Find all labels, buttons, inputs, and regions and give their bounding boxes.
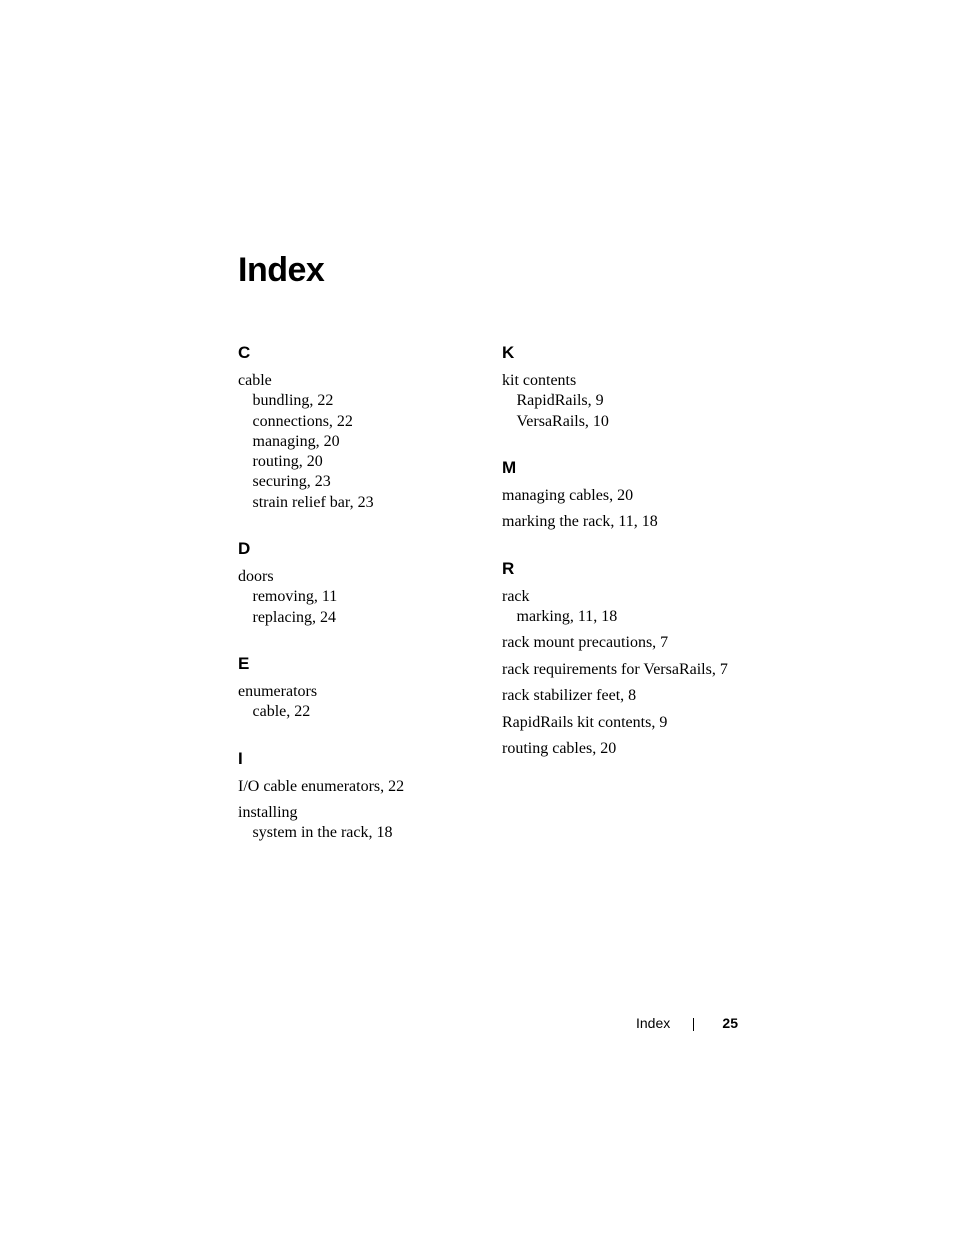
index-column-right <box>502 343 762 786</box>
entry-list <box>238 371 488 513</box>
index-subentry: strain relief bar, 23 <box>252 493 374 511</box>
section-letter: M <box>502 457 517 477</box>
footer-section-label: Index <box>636 1015 671 1031</box>
index-entry: rack stabilizer feet, 8 <box>502 687 637 705</box>
entry-list <box>502 486 762 533</box>
index-subentry: connections, 22 <box>252 412 353 430</box>
page-number: 25 <box>722 1015 738 1031</box>
entry-list <box>238 567 488 628</box>
index-entry: marking the rack, 11, 18 <box>502 513 658 531</box>
index-subentry: bundling, 22 <box>252 392 334 410</box>
index-section-d <box>238 539 488 628</box>
index-subentry: marking, 11, 18 <box>516 607 618 625</box>
index-subentry: system in the rack, 18 <box>252 824 393 842</box>
index-subentry: routing, 20 <box>252 453 323 471</box>
index-section-i <box>238 749 488 844</box>
index-section-m <box>502 458 762 533</box>
section-letter: E <box>238 653 250 673</box>
section-letter: D <box>238 539 251 559</box>
index-entry: I/O cable enumerators, 22 <box>238 777 405 795</box>
page-footer <box>636 1015 738 1035</box>
index-subentry: managing, 20 <box>252 432 340 450</box>
index-entry: routing cables, 20 <box>502 740 617 758</box>
index-subentry: RapidRails, 9 <box>516 392 604 410</box>
footer-divider <box>693 1018 694 1031</box>
index-subentry: VersaRails, 10 <box>516 412 609 430</box>
index-subentry: securing, 23 <box>252 473 331 491</box>
index-entry: managing cables, 20 <box>502 486 634 504</box>
index-section-c <box>238 343 488 513</box>
index-entry: cable <box>238 372 272 389</box>
entry-list <box>502 371 762 432</box>
index-entry: doors <box>238 568 274 586</box>
page-title: Index <box>238 251 325 289</box>
index-entry: rack mount precautions, 7 <box>502 634 669 652</box>
index-section-e <box>238 654 488 723</box>
index-column-left <box>238 343 488 870</box>
entry-list <box>238 777 488 844</box>
entry-list <box>238 682 488 723</box>
index-entry: RapidRails kit contents, 9 <box>502 713 668 731</box>
index-entry: enumerators <box>238 682 318 700</box>
section-letter: K <box>502 343 515 362</box>
section-letter: C <box>238 343 251 362</box>
index-subentry: cable, 22 <box>252 703 311 721</box>
entry-list <box>502 587 762 760</box>
index-subentry: replacing, 24 <box>252 608 337 626</box>
section-letter: R <box>502 558 515 578</box>
index-entry: kit contents <box>502 372 577 389</box>
index-entry: rack requirements for VersaRails, 7 <box>502 660 728 678</box>
index-entry: installing <box>238 804 298 822</box>
index-section-k <box>502 343 762 432</box>
index-subentry: removing, 11 <box>252 588 338 606</box>
index-section-r <box>502 559 762 760</box>
section-letter: I <box>238 748 243 768</box>
index-entry: rack <box>502 587 530 605</box>
